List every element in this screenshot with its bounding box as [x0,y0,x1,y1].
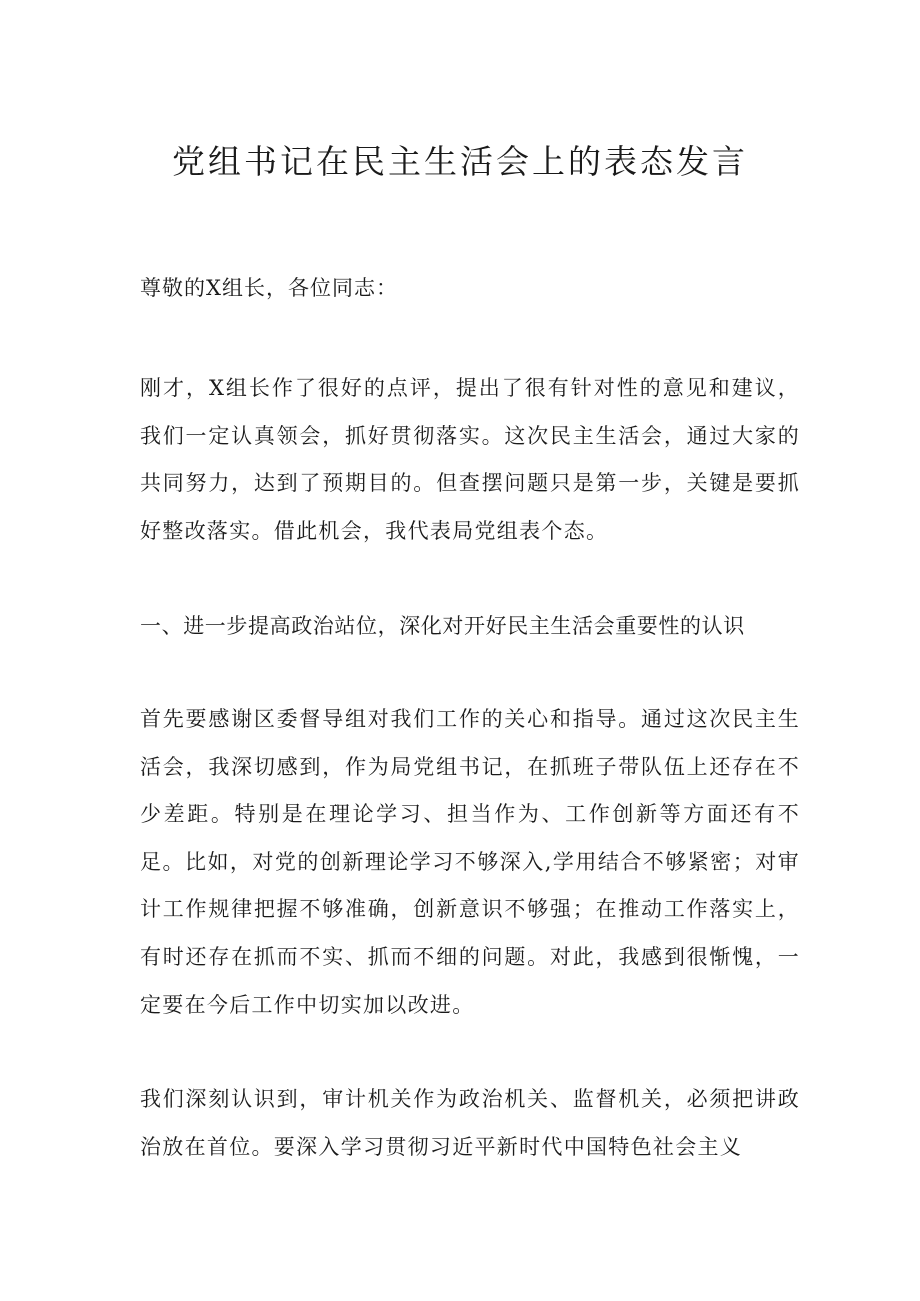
paragraph-opening: 刚才，X组长作了很好的点评，提出了很有针对性的意见和建议，我们一定认真领会，抓好贯彻落实。这次民主生活会，通过大家的共同努力，达到了预期目的。但查摆问题只是第一步，关键是要抓好整改落实。借此机会，我代表局党组表个态。 [140,376,800,543]
paragraph-political-stance: 我们深刻认识到，审计机关作为政治机关、监督机关，必须把讲政治放在首位。要深入学习贯彻习近平新时代中国特色社会主义 [140,1087,800,1159]
document-title: 党组书记在民主生活会上的表态发言 [172,142,748,181]
salutation: 尊敬的X组长，各位同志： [140,276,398,300]
section-heading-1: 一、进一步提高政治站位，深化对开好民主生活会重要性的认识 [140,614,745,638]
paragraph-reflection: 首先要感谢区委督导组对我们工作的关心和指导。通过这次民主生活会，我深切感到，作为局党组书记，在抓班子带队伍上还存在不少差距。特别是在理论学习、担当作为、工作创新等方面还有不足。比如，对党的创新理论学习不够深入,学用结合不够紧密；对审计工作规律把握不够准确，创新意识不够强；在推动工作落实上，有时还存在抓而不实、抓而不细的问题。对此，我感到很惭愧，一定要在今后工作中切实加以改进。 [140,707,800,1017]
